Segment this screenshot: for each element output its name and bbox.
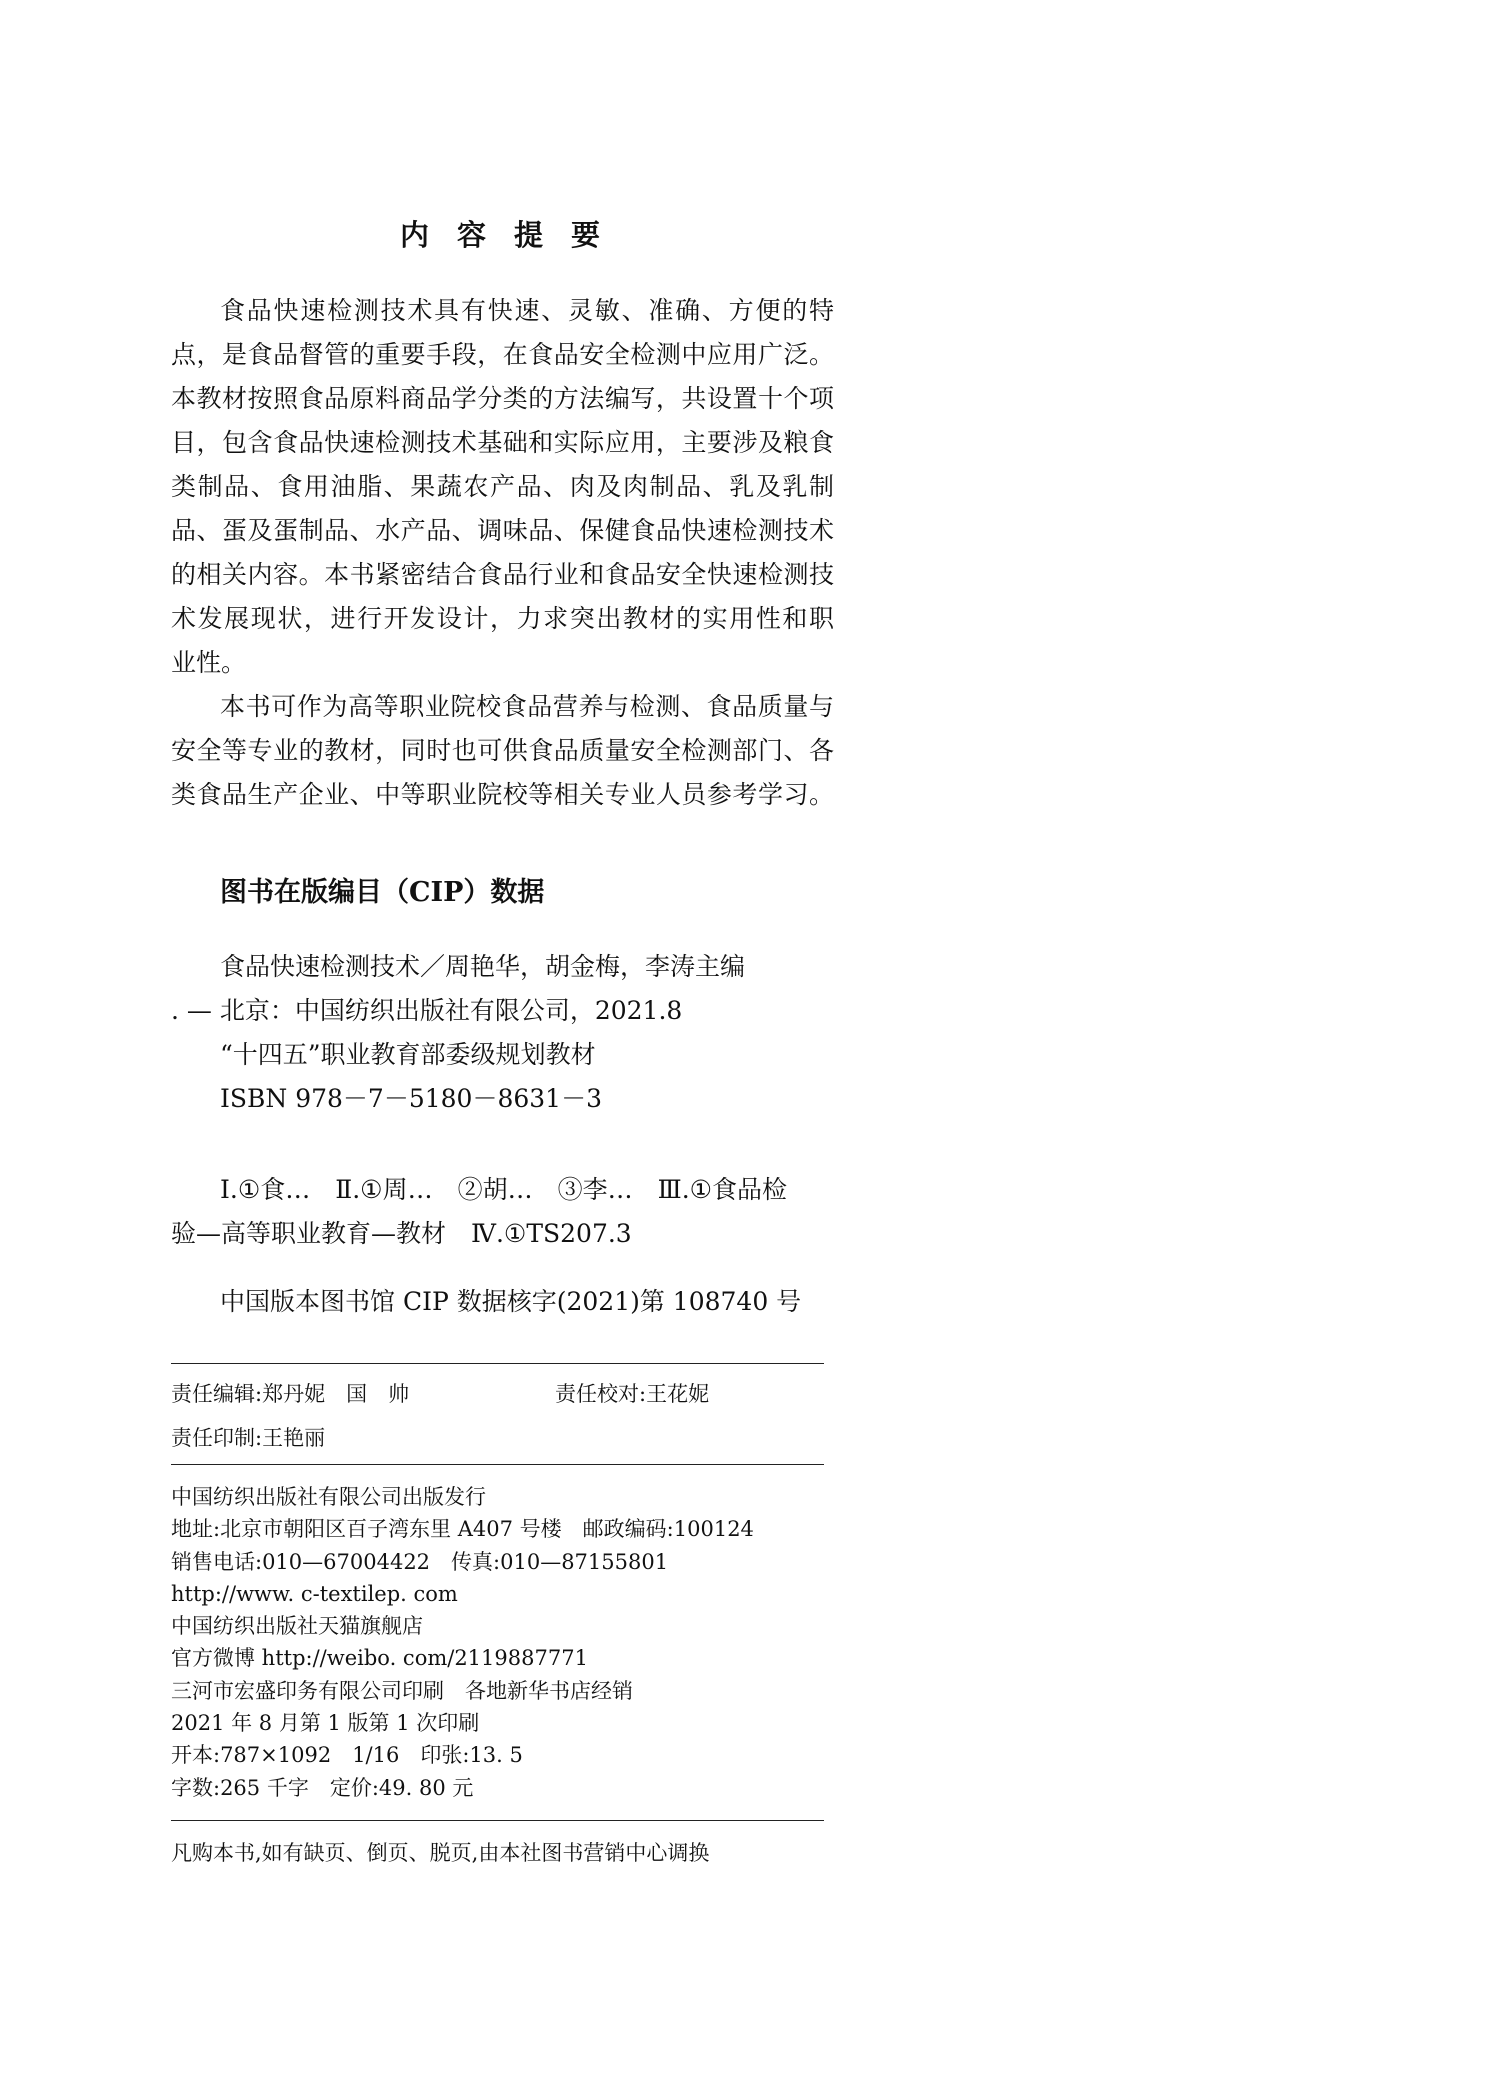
cip-isbn-line: ISBN 978－7－5180－8631－3 (220, 1084, 602, 1113)
publication-line: 中国纺织出版社天猫旗舰店 (171, 1614, 423, 1639)
divider-rule (171, 1464, 824, 1465)
summary-line: 点，是食品督管的重要手段，在食品安全检测中应用广泛。 (171, 340, 834, 369)
summary-line: 类食品生产企业、中等职业院校等相关专业人员参考学习。 (171, 780, 834, 809)
cip-record-lines (171, 945, 871, 1121)
cip-publisher-line: . — 北京：中国纺织出版社有限公司，2021.8 (171, 996, 683, 1025)
summary-line: 本书可作为高等职业院校食品营养与检测、食品质量与 (220, 692, 834, 721)
replacement-notice: 凡购本书,如有缺页、倒页、脱页,由本社图书营销中心调换 (171, 1841, 710, 1865)
summary-line: 业性。 (171, 648, 247, 677)
summary-paragraph-1 (171, 289, 834, 685)
cip-record-number: 中国版本图书馆 CIP 数据核字(2021)第 108740 号 (220, 1287, 802, 1316)
publication-line: 官方微博 http://weibo. com/2119887771 (171, 1646, 588, 1671)
responsible-printing: 责任印制:王艳丽 (171, 1426, 326, 1450)
summary-line: 食品快速检测技术具有快速、灵敏、准确、方便的特 (220, 296, 834, 325)
cip-classification-line: 验—高等职业教育—教材 Ⅳ.①TS207.3 (171, 1219, 632, 1248)
cip-classification-line: Ⅰ.①食… Ⅱ.①周… ②胡… ③李… Ⅲ.①食品检 (220, 1175, 788, 1204)
summary-line: 目，包含食品快速检测技术基础和实际应用，主要涉及粮食 (171, 428, 834, 457)
summary-line: 安全等专业的教材，同时也可供食品质量安全检测部门、各 (171, 736, 834, 765)
cip-heading: 图书在版编目（CIP）数据 (220, 877, 545, 908)
publication-line: 2021 年 8 月第 1 版第 1 次印刷 (171, 1711, 480, 1736)
summary-title: 内 容 提 要 (400, 218, 600, 252)
cip-title-line: 食品快速检测技术／周艳华，胡金梅，李涛主编 (220, 952, 746, 981)
summary-line: 术发展现状，进行开发设计，力求突出教材的实用性和职 (171, 604, 834, 633)
publication-line: 销售电话:010—67004422 传真:010—87155801 (171, 1549, 669, 1574)
publication-line: 中国纺织出版社有限公司出版发行 (171, 1485, 486, 1509)
summary-paragraph-2 (171, 685, 834, 817)
publication-line: 地址:北京市朝阳区百子湾东里 A407 号楼 邮政编码:100124 (171, 1517, 754, 1542)
responsible-editor: 责任编辑:郑丹妮 国 帅 (171, 1382, 410, 1406)
responsible-proofreader: 责任校对:王花妮 (555, 1382, 710, 1406)
divider-rule (171, 1363, 824, 1364)
publication-line: http://www. c-textilep. com (171, 1581, 458, 1606)
publication-info (171, 1481, 754, 1804)
publication-line: 开本:787×1092 1/16 印张:13. 5 (171, 1743, 523, 1768)
publication-line: 三河市宏盛印务有限公司印刷 各地新华书店经销 (171, 1678, 633, 1703)
summary-body (171, 289, 834, 817)
cip-series-line: “十四五”职业教育部委级规划教材 (220, 1040, 596, 1069)
summary-line: 本教材按照食品原料商品学分类的方法编写，共设置十个项 (171, 384, 834, 413)
summary-line: 类制品、食用油脂、果蔬农产品、肉及肉制品、乳及乳制 (171, 472, 834, 501)
publication-line: 字数:265 千字 定价:49. 80 元 (171, 1775, 474, 1800)
summary-line: 的相关内容。本书紧密结合食品行业和食品安全快速检测技 (171, 560, 834, 589)
summary-line: 品、蛋及蛋制品、水产品、调味品、保健食品快速检测技术 (171, 516, 834, 545)
divider-rule (171, 1820, 824, 1821)
cip-classification (171, 1168, 871, 1256)
